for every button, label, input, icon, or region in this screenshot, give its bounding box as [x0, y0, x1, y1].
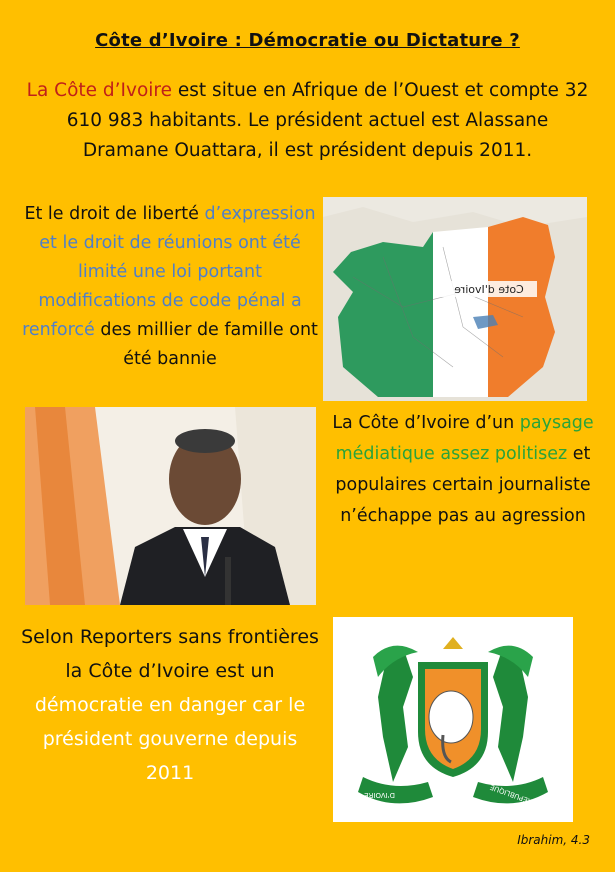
liberty-text-start: Et le droit de liberté — [24, 204, 205, 224]
emblem-ribbon-left: D'IVOIRE — [364, 791, 395, 799]
map-image — [323, 197, 587, 401]
media-text-end: et populaires certain journaliste n’échappe pas au agression — [335, 444, 591, 526]
intro-paragraph — [22, 76, 593, 166]
intro-text: est situe en Afrique de l’Ouest et compte 32 610 983 habitants. Le président actuel est Alassane Dramane Ouattara, il est président depuis 2011. — [66, 80, 589, 161]
liberty-text-end: des millier de famille ont été bannie — [94, 320, 318, 369]
liberty-paragraph — [20, 200, 320, 374]
media-text-start: La Côte d’Ivoire d’un — [332, 413, 520, 433]
liberty-highlight: d’expression et le droit de réunions ont été limité une loi portant modifications de code pénal a renforcé — [22, 204, 316, 340]
media-highlight: paysage médiatique assez politisez — [335, 413, 594, 464]
intro-highlight: La Côte d’Ivoire — [26, 80, 173, 101]
page-title: Côte d’Ivoire : Démocratie ou Dictature ? — [95, 30, 520, 51]
rsf-highlight: démocratie en danger car le président gouverne depuis 2011 — [34, 694, 306, 784]
emblem-ribbon-right: REPUBLIQUE — [489, 782, 534, 806]
rsf-paragraph — [20, 620, 320, 790]
president-portrait — [25, 407, 316, 605]
media-paragraph — [318, 408, 608, 532]
coat-of-arms-image — [333, 617, 573, 822]
map-label: Cote d'Ivoire — [454, 283, 524, 296]
rsf-text-start: Selon Reporters sans frontières la Côte d’Ivoire est un — [21, 626, 319, 682]
author-signature: Ibrahim, 4.3 — [517, 833, 590, 847]
